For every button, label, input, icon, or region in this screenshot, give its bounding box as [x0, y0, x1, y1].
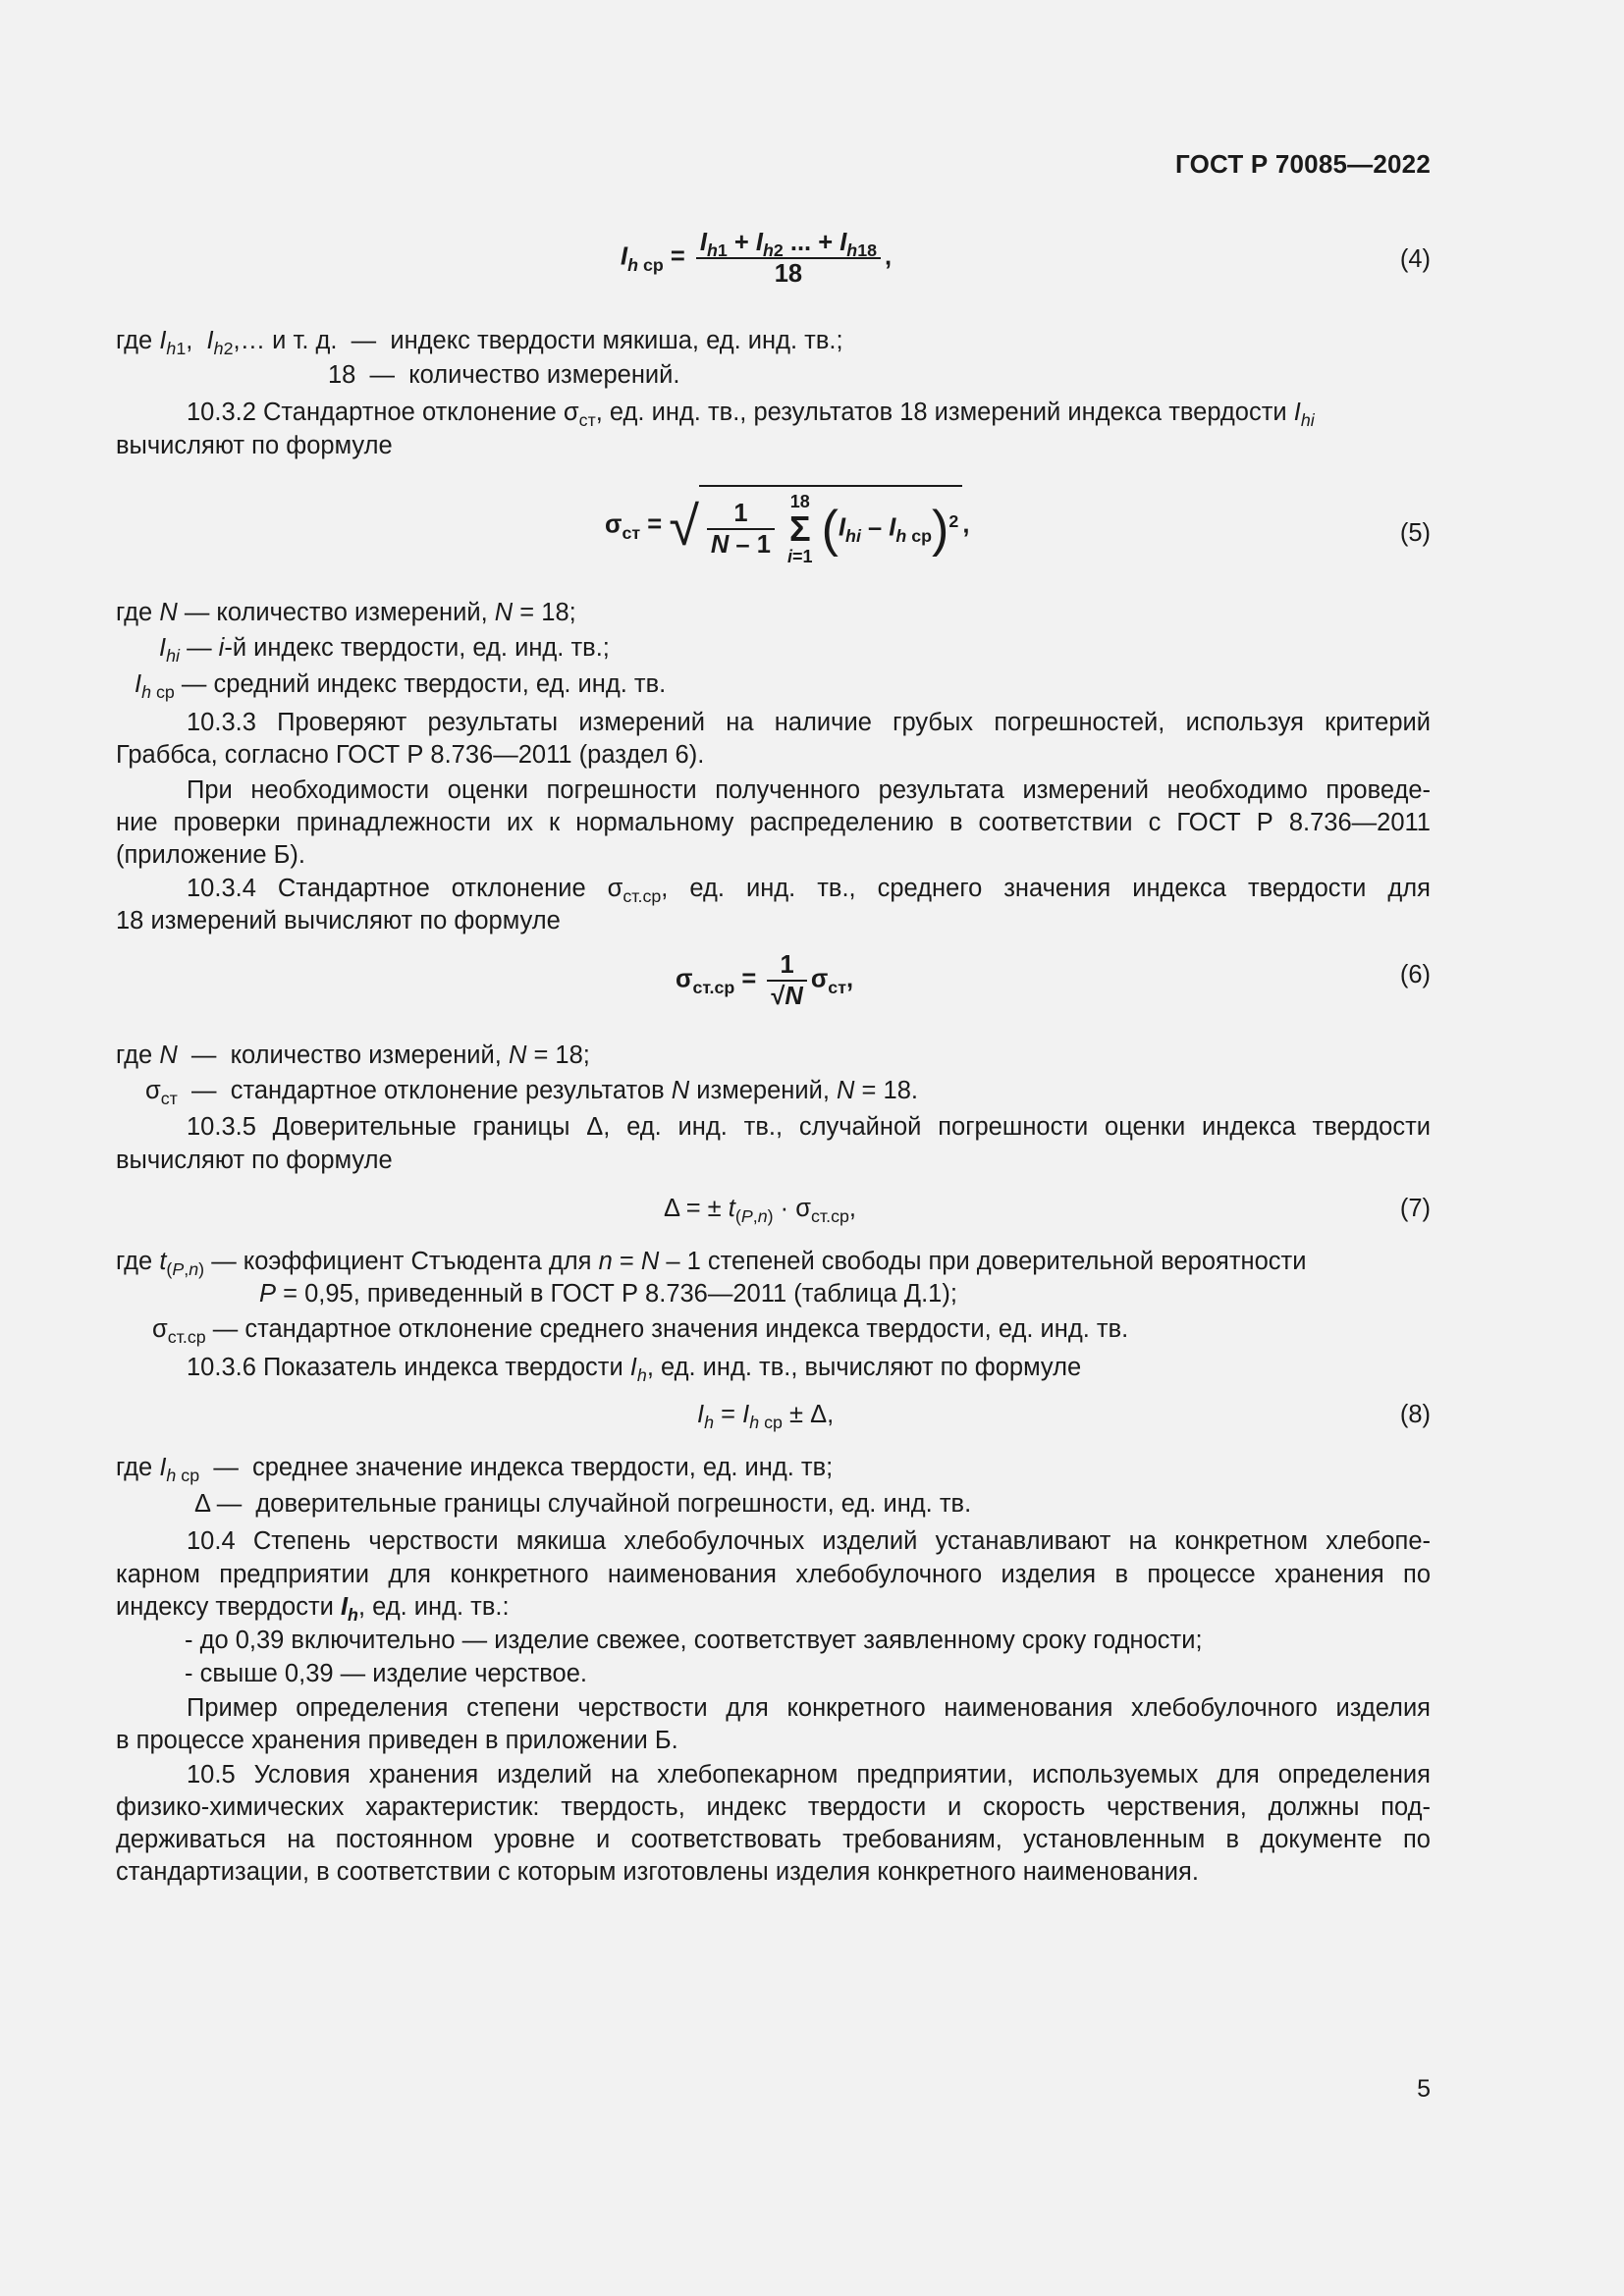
- list-item-stale: - свыше 0,39 — изделие черствое.: [185, 1660, 587, 1687]
- page-number: 5: [1417, 2075, 1431, 2103]
- where-4-line-2: 18 — количество измерений.: [328, 361, 680, 389]
- where-7-line-3: $\sigma_{ст.ср}$ — стандартное отклонение среднего значения индекса твердости, ед. инд. тв.: [152, 1315, 1129, 1348]
- document-code: ГОСТ Р 70085—2022: [1175, 149, 1431, 179]
- formula-5-number: (5): [1399, 519, 1431, 547]
- para-10-3-4-line-1: 10.3.4 Стандартное отклонение $\sigma_{ст.ср}$, ед. инд. тв., среднего значения индекса твердости для: [187, 875, 1431, 907]
- para-example-line-1: Пример определения степени черствости для конкретного наименования хлебобулочного изделия: [187, 1694, 1431, 1722]
- para-10-5-line-1: 10.5 Условия хранения изделий на хлебопекарном предприятии, используемых для определения: [187, 1761, 1431, 1789]
- where-8-line-2: Δ — доверительные границы случайной погрешности, ед. инд. тв.: [194, 1490, 972, 1518]
- where-6-line-2: $\sigma_{ст}$ — стандартное отклонение результатов N измерений, N = 18.: [145, 1077, 918, 1109]
- where-8-line-1: где $I_{h ср}$ — среднее значение индекса твердости, ед. инд. тв;: [116, 1454, 834, 1486]
- para-10-5-line-2: физико-химических характеристик: твердость, индекс твердости и скорость черствения, должны под-: [116, 1793, 1431, 1821]
- where-5-line-2: $I_{hi}$ — i-й индекс твердости, ед. инд. тв.;: [159, 634, 610, 667]
- para-10-5-line-3: держиваться на постоянном уровне и соответствовать требованиям, установленным в документе по: [116, 1826, 1431, 1853]
- formula-4: $I_{h ср}$ = $\frac{I_{h1} + I_{h2} ... + I_{h18}}{18}$ ,: [621, 229, 893, 288]
- formula-6: $\sigma_{ст.ср}$ = $\frac{1}{√N}$ $\sigma_{ст}$,: [676, 951, 854, 1010]
- para-10-3-5-line-1: 10.3.5 Доверительные границы Δ, ед. инд. тв., случайной погрешности оценки индекса твердости: [187, 1113, 1431, 1141]
- formula-8: $I_h = I_{h ср} \pm \Delta$,: [697, 1401, 835, 1433]
- para-10-3-3-line-2: Граббса, согласно ГОСТ Р 8.736—2011 (раздел 6).: [116, 741, 705, 769]
- where-6-line-1: где N — количество измерений, N = 18;: [116, 1041, 590, 1069]
- where-4-line-1: где $I_{h1}$, $I_{h2},\dots$ и т. д. — индекс твердости мякиша, ед. инд. тв.;: [116, 327, 843, 359]
- formula-8-number: (8): [1399, 1401, 1431, 1428]
- para-10-4-line-2: карном предприятии для конкретного наименования хлебобулочного изделия в процессе хранения по: [116, 1561, 1431, 1588]
- where-5-line-1: где N — количество измерений, N = 18;: [116, 599, 576, 626]
- para-10-4-line-3: индексу твердости $I_h$, ед. инд. тв.:: [116, 1593, 510, 1626]
- formula-7-number: (7): [1399, 1195, 1431, 1222]
- where-7-line-2: P = 0,95, приведенный в ГОСТ Р 8.736—2011 (таблица Д.1);: [259, 1280, 957, 1308]
- para-10-5-line-4: стандартизации, в соответствии с которым изготовлены изделия конкретного наименования.: [116, 1858, 1199, 1886]
- formula-7: Δ = ± $t_{(P,n)} \cdot \sigma_{ст.ср}$,: [664, 1195, 857, 1227]
- para-10-3-2-line-1: 10.3.2 Стандартное отклонение $\sigma_{ст}$, ед. инд. тв., результатов 18 измерений индекса твердости $I_{hi}$: [187, 399, 1315, 431]
- para-10-3-4-line-2: 18 измерений вычисляют по формуле: [116, 907, 561, 934]
- where-4-text-b: количество измерений.: [408, 361, 680, 389]
- para-necessity-line-2: ние проверки принадлежности их к нормальному распределению в соответствии с ГОСТ Р 8.736—2011: [116, 809, 1431, 836]
- para-example-line-2: в процессе хранения приведен в приложении Б.: [116, 1727, 678, 1754]
- para-10-3-2-line-2: вычисляют по формуле: [116, 432, 393, 459]
- formula-4-number: (4): [1399, 245, 1431, 273]
- where-4-text-a: индекс твердости мякиша, ед. инд. тв.;: [390, 327, 843, 354]
- where-7-line-1: где $t_{(P,n)}$ — коэффициент Стъюдента для n = N – 1 степеней свободы при доверительной вероятности: [116, 1248, 1307, 1280]
- para-10-3-5-line-2: вычисляют по формуле: [116, 1147, 393, 1174]
- para-10-3-6: 10.3.6 Показатель индекса твердости $I_h$, ед. инд. тв., вычисляют по формуле: [187, 1354, 1082, 1386]
- para-necessity-line-3: (приложение Б).: [116, 841, 305, 869]
- list-item-fresh: - до 0,39 включительно — изделие свежее, соответствует заявленному сроку годности;: [185, 1627, 1203, 1654]
- formula-6-number: (6): [1399, 961, 1431, 988]
- formula-5: $\sigma_{ст}$ = √ $\frac{1}{N - 1}$ 18 Σ i=1 $(I_{hi} - I_{h ср})^2$ ,: [605, 485, 969, 567]
- para-10-3-3-line-1: 10.3.3 Проверяют результаты измерений на наличие грубых погрешностей, используя критерий: [187, 709, 1431, 736]
- para-necessity-line-1: При необходимости оценки погрешности полученного результата измерений необходимо проведе-: [187, 776, 1431, 804]
- where-5-line-3: $I_{h ср}$ — средний индекс твердости, ед. инд. тв.: [135, 670, 667, 703]
- para-10-4-line-1: 10.4 Степень черствости мякиша хлебобулочных изделий устанавливают на конкретном хлебопе-: [187, 1527, 1431, 1555]
